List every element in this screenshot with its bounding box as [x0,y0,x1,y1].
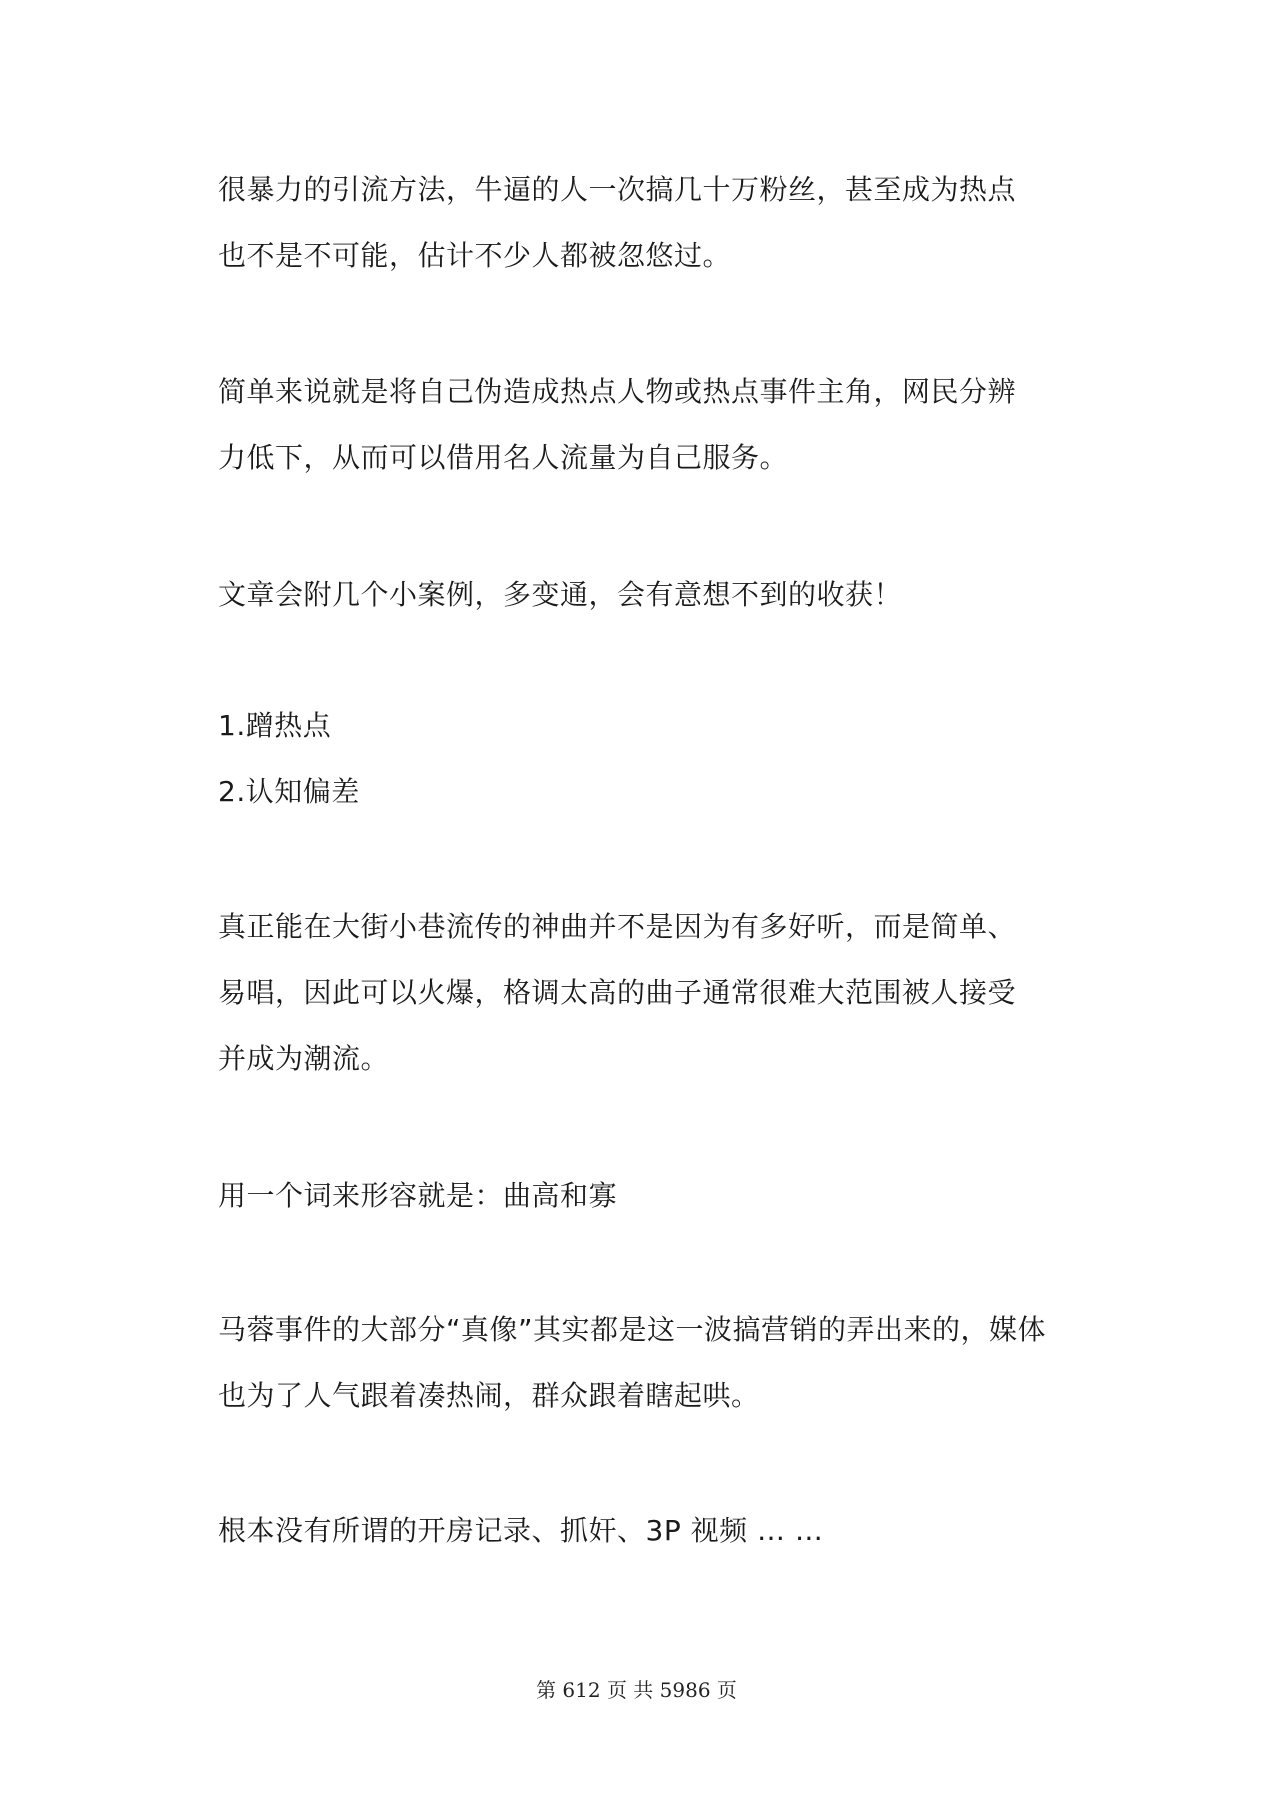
paragraph-6-line-2: 也为了人气跟着凑热闹，群众跟着瞎起哄。 [218,1379,760,1412]
list-item-1: 1.蹭热点 [218,709,332,742]
paragraph-2-line-1: 简单来说就是将自己伪造成热点人物或热点事件主角，网民分辨 [218,375,1017,408]
list-item-2: 2.认知偏差 [218,775,360,808]
page-number-label: 第 612 页 共 5986 页 [536,1678,737,1702]
paragraph-7-line-1: 根本没有所谓的开房记录、抓奸、3P 视频 … … [218,1514,824,1547]
paragraph-1-line-1: 很暴力的引流方法，牛逼的人一次搞几十万粉丝，甚至成为热点 [218,173,1017,206]
paragraph-2-line-2: 力低下，从而可以借用名人流量为自己服务。 [218,441,789,474]
paragraph-4-line-3: 并成为潮流。 [218,1042,390,1075]
page-number-footer [0,1677,1273,1703]
paragraph-6-line-1: 马蓉事件的大部分“真像”其实都是这一波搞营销的弄出来的，媒体 [218,1313,1047,1346]
paragraph-1-line-2: 也不是不可能，估计不少人都被忽悠过。 [218,239,732,272]
paragraph-5-line-1: 用一个词来形容就是：曲高和寡 [218,1179,618,1212]
paragraph-4-line-1: 真正能在大街小巷流传的神曲并不是因为有多好听，而是简单、 [218,910,1017,943]
paragraph-4-line-2: 易唱，因此可以火爆，格调太高的曲子通常很难大范围被人接受 [218,976,1017,1009]
paragraph-3-line-1: 文章会附几个小案例，多变通，会有意想不到的收获！ [218,578,903,611]
